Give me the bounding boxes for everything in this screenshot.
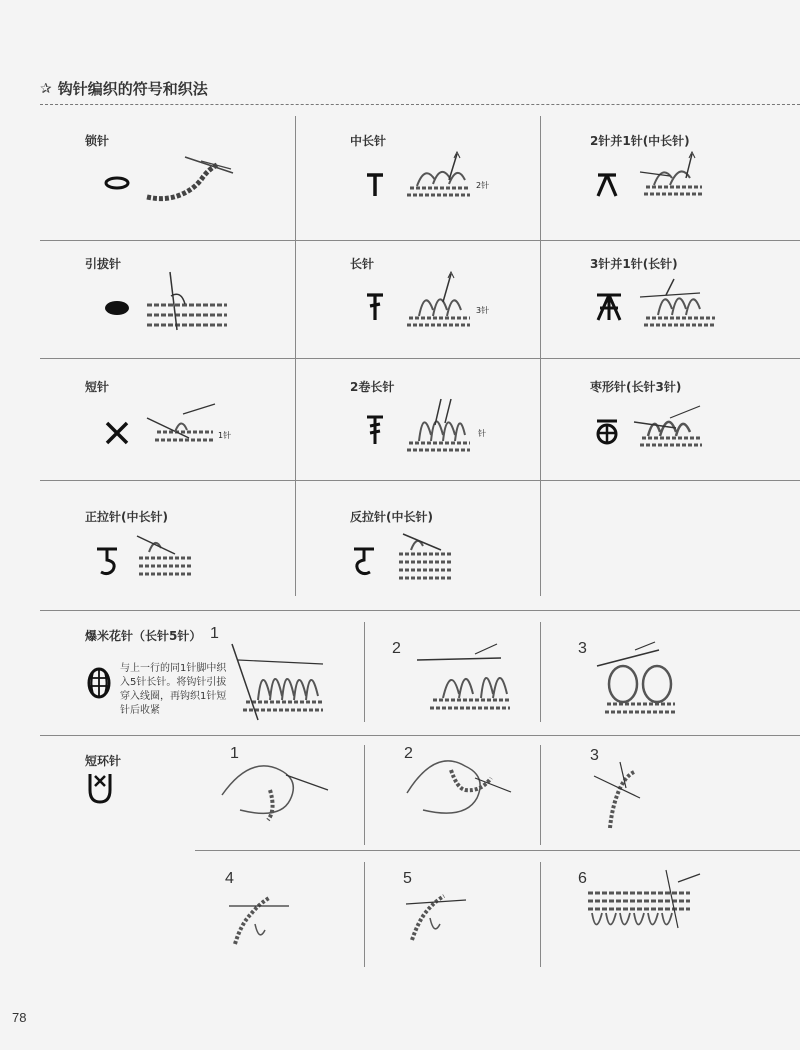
grid-divider (364, 622, 365, 722)
popcorn-step-number: 2 (392, 640, 401, 657)
dc3tog-diagram-icon (640, 275, 720, 330)
grid-divider (540, 745, 541, 845)
bobble-stitch-symbol-icon (594, 418, 620, 446)
label-slip-stitch: 引拔针 (85, 257, 122, 271)
stitch-count-note: 1针 (218, 431, 232, 440)
dashed-divider (40, 104, 800, 105)
section-title (40, 78, 208, 99)
loop-step3-diagram-icon (590, 758, 650, 833)
loop-step-number: 3 (590, 747, 599, 764)
grid-divider (195, 850, 800, 851)
label-hdc2tog: 2针并1针(中长针) (590, 134, 690, 148)
label-front-post-hdc: 正拉针(中长针) (85, 510, 168, 524)
loop-step-number: 1 (230, 745, 239, 762)
label-chain-stitch: 锁针 (85, 134, 110, 148)
back-post-hdc-diagram-icon (395, 530, 457, 585)
popcorn-step3-diagram-icon (595, 640, 685, 720)
loop-step5-diagram-icon (402, 880, 472, 945)
chain-stitch-symbol-icon (103, 176, 131, 190)
dc3tog-symbol-icon (594, 292, 624, 322)
popcorn-step-number: 3 (578, 640, 587, 657)
half-double-crochet-symbol-icon (365, 172, 385, 198)
label-dc3tog: 3针并1针(长针) (590, 257, 678, 271)
label-half-double-crochet: 中长针 (350, 134, 387, 148)
label-back-post-hdc: 反拉针(中长针) (350, 510, 433, 524)
grid-divider (364, 745, 365, 845)
loop-step-number: 2 (404, 745, 413, 762)
popcorn-stitch-symbol-icon (86, 666, 112, 700)
chain-stitch-diagram-icon (145, 155, 235, 205)
hdc2tog-symbol-icon (595, 172, 619, 198)
grid-divider (540, 116, 541, 596)
grid-divider (40, 480, 800, 481)
slip-stitch-symbol-icon (103, 300, 131, 316)
slip-stitch-diagram-icon (145, 270, 230, 335)
grid-divider (40, 240, 800, 241)
label-loop-stitch: 短环针 (85, 754, 122, 768)
grid-divider (364, 862, 365, 967)
label-double-crochet: 长针 (350, 257, 375, 271)
popcorn-step2-diagram-icon (415, 640, 515, 720)
back-post-hdc-symbol-icon (352, 546, 376, 576)
popcorn-instruction-note: 与上一行的同1针脚中织入5针长针。将钩针引拔穿入线圈，再钩织1针短针后收紧 (120, 663, 227, 716)
loop-step-number: 4 (225, 870, 234, 887)
loop-step1-diagram-icon (220, 750, 330, 825)
double-crochet-symbol-icon (365, 292, 385, 322)
label-popcorn-stitch: 爆米花针（长针5针） (85, 629, 202, 643)
stitch-count-note: 3针 (476, 306, 490, 315)
star-icon: ✰ (40, 80, 52, 97)
grid-divider (540, 622, 541, 722)
single-crochet-symbol-icon (104, 420, 130, 446)
grid-divider (40, 735, 800, 736)
popcorn-step-number: 1 (210, 625, 219, 642)
treble-crochet-symbol-icon (365, 414, 385, 446)
front-post-hdc-diagram-icon (135, 530, 195, 582)
page-number: 78 (12, 1010, 27, 1025)
stitch-count-note: 针 (478, 429, 486, 438)
loop-step6-diagram-icon (582, 868, 702, 943)
loop-step2-diagram-icon (405, 748, 515, 823)
treble-crochet-diagram-icon (405, 395, 475, 455)
loop-stitch-symbol-icon (86, 770, 114, 804)
grid-divider (295, 116, 296, 596)
section-title-text: 钩针编织的符号和织法 (57, 80, 208, 98)
stitch-count-note: 2针 (476, 181, 490, 190)
grid-divider (40, 358, 800, 359)
double-crochet-diagram-icon (405, 270, 475, 330)
label-bobble-stitch: 枣形针(长针3针) (590, 380, 682, 394)
hdc2tog-diagram-icon (640, 150, 710, 200)
loop-step-number: 6 (578, 870, 587, 887)
loop-step-number: 5 (403, 870, 412, 887)
grid-divider (40, 610, 800, 611)
front-post-hdc-symbol-icon (95, 546, 119, 576)
single-crochet-diagram-icon (145, 400, 220, 450)
label-treble-crochet: 2卷长针 (350, 380, 395, 394)
grid-divider (540, 862, 541, 967)
bobble-stitch-diagram-icon (630, 400, 705, 450)
label-single-crochet: 短针 (85, 380, 110, 394)
popcorn-step1-diagram-icon (228, 640, 328, 725)
half-double-crochet-diagram-icon (405, 150, 475, 200)
loop-step4-diagram-icon (225, 880, 295, 950)
